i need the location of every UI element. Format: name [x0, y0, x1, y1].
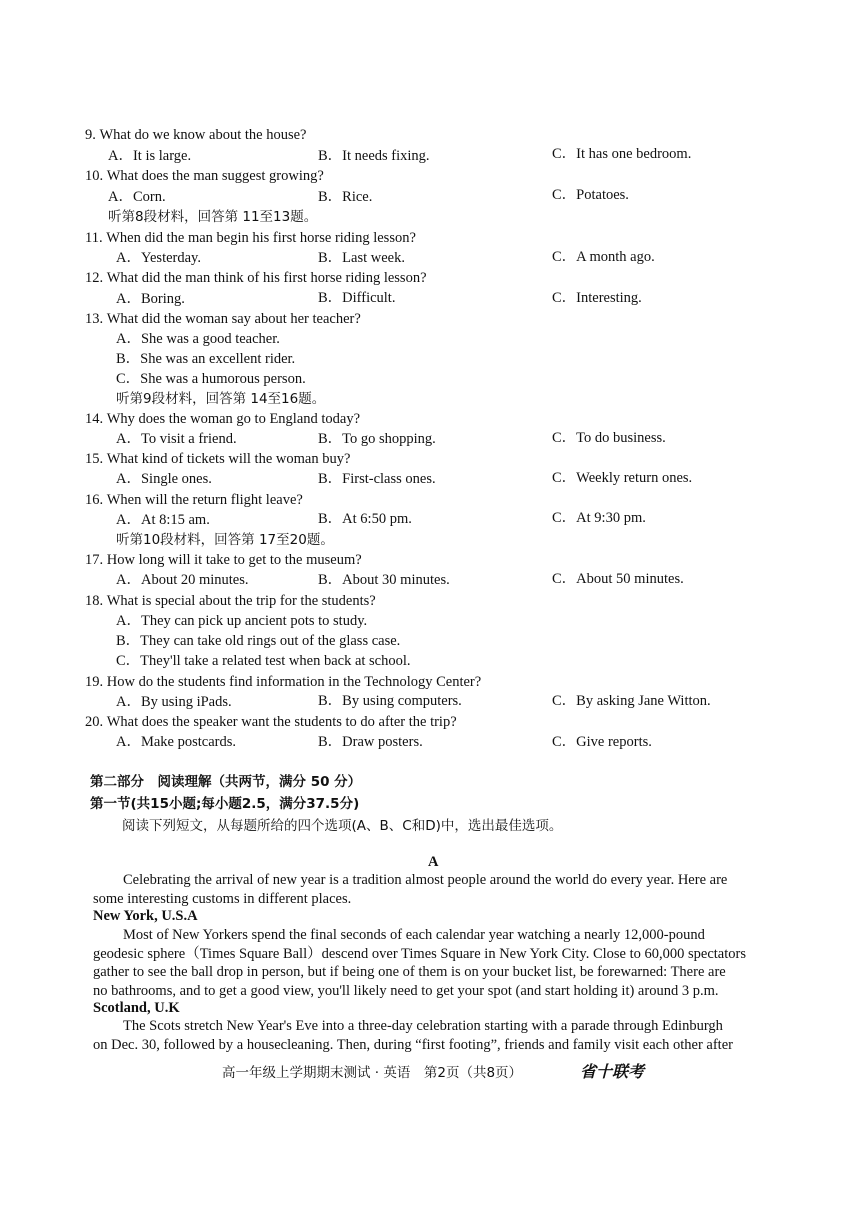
- passage-letter: A: [428, 854, 439, 870]
- option-14c: C．To do business.: [552, 430, 666, 446]
- passage-intro: Celebrating the arrival of new year is a tradition almost people around the world do every year. Here are some interesting customs in different places.: [93, 872, 728, 907]
- option-20b: B．Draw posters.: [318, 734, 423, 750]
- question-14: 14. Why does the woman go to England today?: [85, 411, 361, 427]
- question-17: 17. How long will it take to get to the museum?: [85, 552, 362, 568]
- exam-seal: 省十联考: [580, 1062, 645, 1081]
- option-11a: A．Yesterday.: [116, 250, 201, 266]
- option-14b: B．To go shopping.: [318, 431, 436, 447]
- question-15: 15. What kind of tickets will the woman buy?: [85, 451, 351, 467]
- option-20c: C．Give reports.: [552, 734, 652, 750]
- question-9: 9. What do we know about the house?: [85, 127, 307, 143]
- option-10c: C．Potatoes.: [552, 187, 629, 203]
- paragraph-scotland: The Scots stretch New Year's Eve into a three-day celebration starting with a parade through Edinburgh on Dec. 30, followed by a housecleaning. Then, during “first footing”, friends and family visit each other after: [93, 1018, 733, 1053]
- option-15b: B．First-class ones.: [318, 471, 436, 487]
- question-18: 18. What is special about the trip for the students?: [85, 593, 376, 609]
- option-19b: B．By using computers.: [318, 693, 462, 709]
- section-note-9: 听第9段材料，回答第 14至16题。: [116, 391, 326, 407]
- option-16b: B．At 6:50 pm.: [318, 511, 412, 527]
- option-13c: C．She was a humorous person.: [116, 371, 306, 387]
- option-12c: C．Interesting.: [552, 290, 642, 306]
- option-17b: B．About 30 minutes.: [318, 572, 450, 588]
- option-18b: B．They can take old rings out of the glass case.: [116, 633, 401, 649]
- option-12b: B．Difficult.: [318, 290, 396, 306]
- paragraph-new-york: Most of New Yorkers spend the final seconds of each calendar year watching a nearly 12,000-pound geodesic sphere（Times Square Ball）descend over Times Square in New York City. Close to 60,000 spectators gather to see the ball drop in person, but if being one of them is on your bucket list, be forewarned: There are no bathrooms, and to get a good view, you'll likely need to get your spot (and start holding it) around 3 p.m.: [93, 927, 746, 999]
- reading-part-title: 第二部分 阅读理解（共两节，满分 50 分）: [90, 774, 362, 790]
- option-14a: A．To visit a friend.: [116, 431, 237, 447]
- section-note-8: 听第8段材料，回答第 11至13题。: [108, 209, 318, 225]
- option-16c: C．At 9:30 pm.: [552, 510, 646, 526]
- option-12a: A．Boring.: [116, 291, 185, 307]
- page-footer: 高一年级上学期期末测试 · 英语 第2页（共8页）: [222, 1065, 523, 1081]
- question-11: 11. When did the man begin his first horse riding lesson?: [85, 230, 416, 246]
- question-20: 20. What does the speaker want the students to do after the trip?: [85, 714, 457, 730]
- heading-scotland: Scotland, U.K: [93, 1000, 180, 1016]
- option-19a: A．By using iPads.: [116, 694, 232, 710]
- question-10: 10. What does the man suggest growing?: [85, 168, 324, 184]
- option-18c: C．They'll take a related test when back at school.: [116, 653, 411, 669]
- reading-instruction: 阅读下列短文，从每题所给的四个选项(A、B、C和D)中，选出最佳选项。: [122, 818, 563, 834]
- option-9c: C．It has one bedroom.: [552, 146, 692, 162]
- option-17c: C．About 50 minutes.: [552, 571, 684, 587]
- option-13a: A．She was a good teacher.: [116, 331, 280, 347]
- heading-new-york: New York, U.S.A: [93, 908, 198, 924]
- option-10a: A．Corn.: [108, 189, 166, 205]
- option-15c: C．Weekly return ones.: [552, 470, 693, 486]
- reading-section-title: 第一节(共15小题;每小题2.5，满分37.5分): [90, 796, 360, 812]
- option-9a: A．It is large.: [108, 148, 192, 164]
- option-18a: A．They can pick up ancient pots to study.: [116, 613, 368, 629]
- question-13: 13. What did the woman say about her teacher?: [85, 311, 361, 327]
- option-11b: B．Last week.: [318, 250, 405, 266]
- option-11c: C．A month ago.: [552, 249, 655, 265]
- option-10b: B．Rice.: [318, 189, 373, 205]
- option-19c: C．By asking Jane Witton.: [552, 693, 711, 709]
- question-12: 12. What did the man think of his first horse riding lesson?: [85, 270, 427, 286]
- option-15a: A．Single ones.: [116, 471, 212, 487]
- section-note-10: 听第10段材料，回答第 17至20题。: [116, 532, 334, 548]
- option-20a: A．Make postcards.: [116, 734, 237, 750]
- option-17a: A．About 20 minutes.: [116, 572, 249, 588]
- option-13b: B．She was an excellent rider.: [116, 351, 296, 367]
- option-9b: B．It needs fixing.: [318, 148, 430, 164]
- question-19: 19. How do the students find information in the Technology Center?: [85, 674, 482, 690]
- question-16: 16. When will the return flight leave?: [85, 492, 303, 508]
- option-16a: A．At 8:15 am.: [116, 512, 210, 528]
